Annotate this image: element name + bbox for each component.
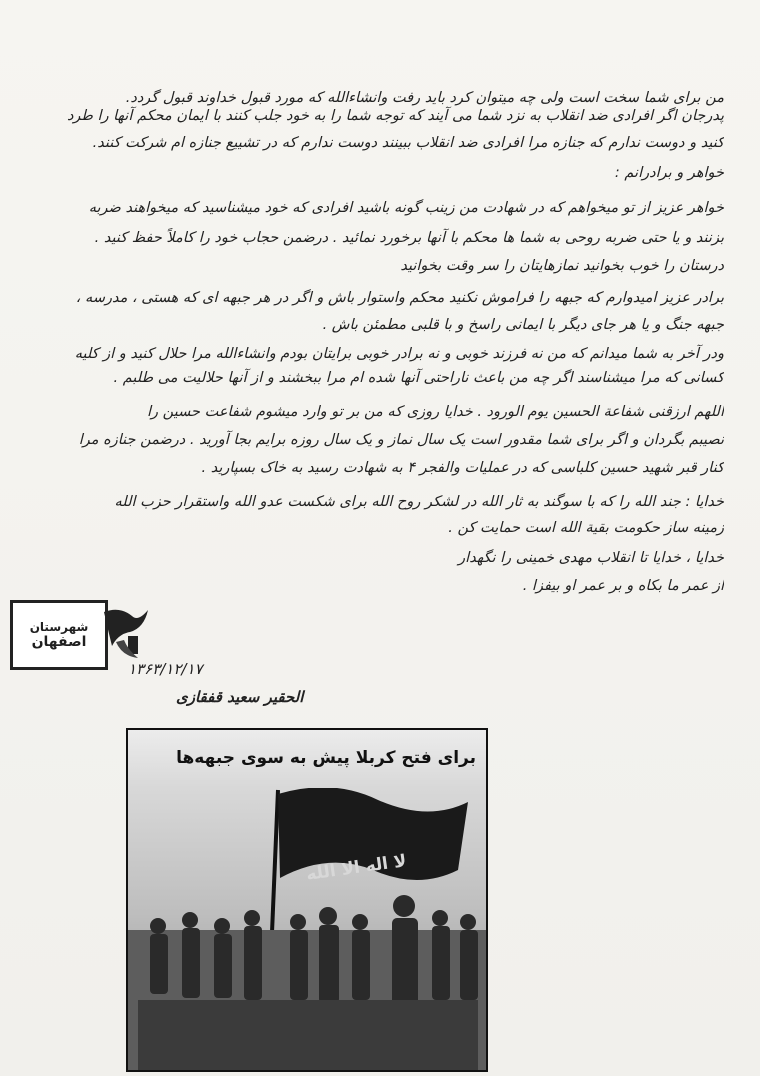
stamp-line-2: اصفهان <box>31 634 87 650</box>
martyrs-foundation-emblem-icon <box>98 602 156 662</box>
letter-line: از عمر ما بکاه و بر عمر او بیفزا . <box>522 578 724 594</box>
letter-line: بزنند و یا حتی ضربه روحی به شما ها محکم با آنها برخورد نمائید . درضمن حجاب خود را کاملاً حفظ کنید . <box>94 230 724 246</box>
letter-line: کسانی که مرا میشناسند اگر چه من باعث ناراحتی آنها شده ام مرا ببخشند و از آنها حلالیت می طلبم . <box>113 370 724 386</box>
letter-line: پدرجان اگر افرادی ضد انقلاب به نزد شما می آیند که توجه شما را به خود جلب کنند با ایمان محکم آنها را طرد <box>66 108 724 124</box>
letter-line: زمینه ساز حکومت بقیة الله است حمایت کن . <box>448 520 724 536</box>
letter-line: نصیبم بگردان و اگر برای شما مقدور است یک سال نماز و یک سال روزه برایم بجا آورید . درضمن جنازه مرا <box>78 432 724 448</box>
letter-line: کنید و دوست ندارم که جنازه مرا افرادی ضد انقلاب ببینند دوست ندارم که در تشییع جنازه ام شرکت کنند. <box>92 135 724 151</box>
letter-line: جبهه جنگ و یا هر جای دیگر با ایمانی راسخ و با قلبی مطمئن باش . <box>322 317 724 333</box>
letter-line: درستان را خوب بخوانید نمازهایتان را سر وقت بخوانید <box>400 258 724 274</box>
photo-caption: برای فتح کربلا پیش به سوی جبهه‌ها <box>128 730 486 788</box>
letter-line: کنار قبر شهید حسین کلباسی که در عملیات والفجر ۴ به شهادت رسید به خاک بسپارید . <box>201 460 724 476</box>
signature: الحقیر سعید قفقازی <box>176 688 304 706</box>
letter-line: خدایا ، خدایا تا انقلاب مهدی خمینی را نگهدار <box>458 550 724 566</box>
letter-date: ۱۳۶۳/۱۲/۱۷ <box>128 660 203 678</box>
letter-line: خواهر عزیز از تو میخواهم که در شهادت من زینب گونه باشید افرادی که خود میشناسید که میخواهند ضربه <box>88 200 724 216</box>
letter-line: برادر عزیز امیدوارم که جبهه را فراموش نکنید محکم واستوار باش و اگر در هر جبهه ای که هستی ، مدرسه ، <box>75 290 724 306</box>
propaganda-photo <box>126 728 488 1072</box>
letter-line: اللهم ارزقنی شفاعة الحسین یوم الورود . خدایا روزی که من بر تو وارد میشوم شفاعت حسین را <box>147 404 724 420</box>
letter-line: خواهر و برادرانم : <box>614 165 724 181</box>
letter-line: خدایا : جند الله را که با سوگند به ثار الله در لشکر روح الله برای شکست عدو الله واستقرار حزب الله <box>114 494 724 510</box>
stamp-line-1: شهرستان <box>29 620 89 634</box>
letter-line: ودر آخر به شما میدانم که من نه فرزند خوبی و نه برادر خوبی برایتان بودم وانشاءالله مرا حلال کنید و از کلیه <box>74 346 724 362</box>
city-stamp <box>10 600 108 670</box>
letter-line: من برای شما سخت است ولی چه میتوان کرد باید رفت وانشاءالله که مورد قبول خداوند قبول گردد. <box>125 90 724 106</box>
flag-inscription: لا اله الا الله <box>305 851 408 885</box>
